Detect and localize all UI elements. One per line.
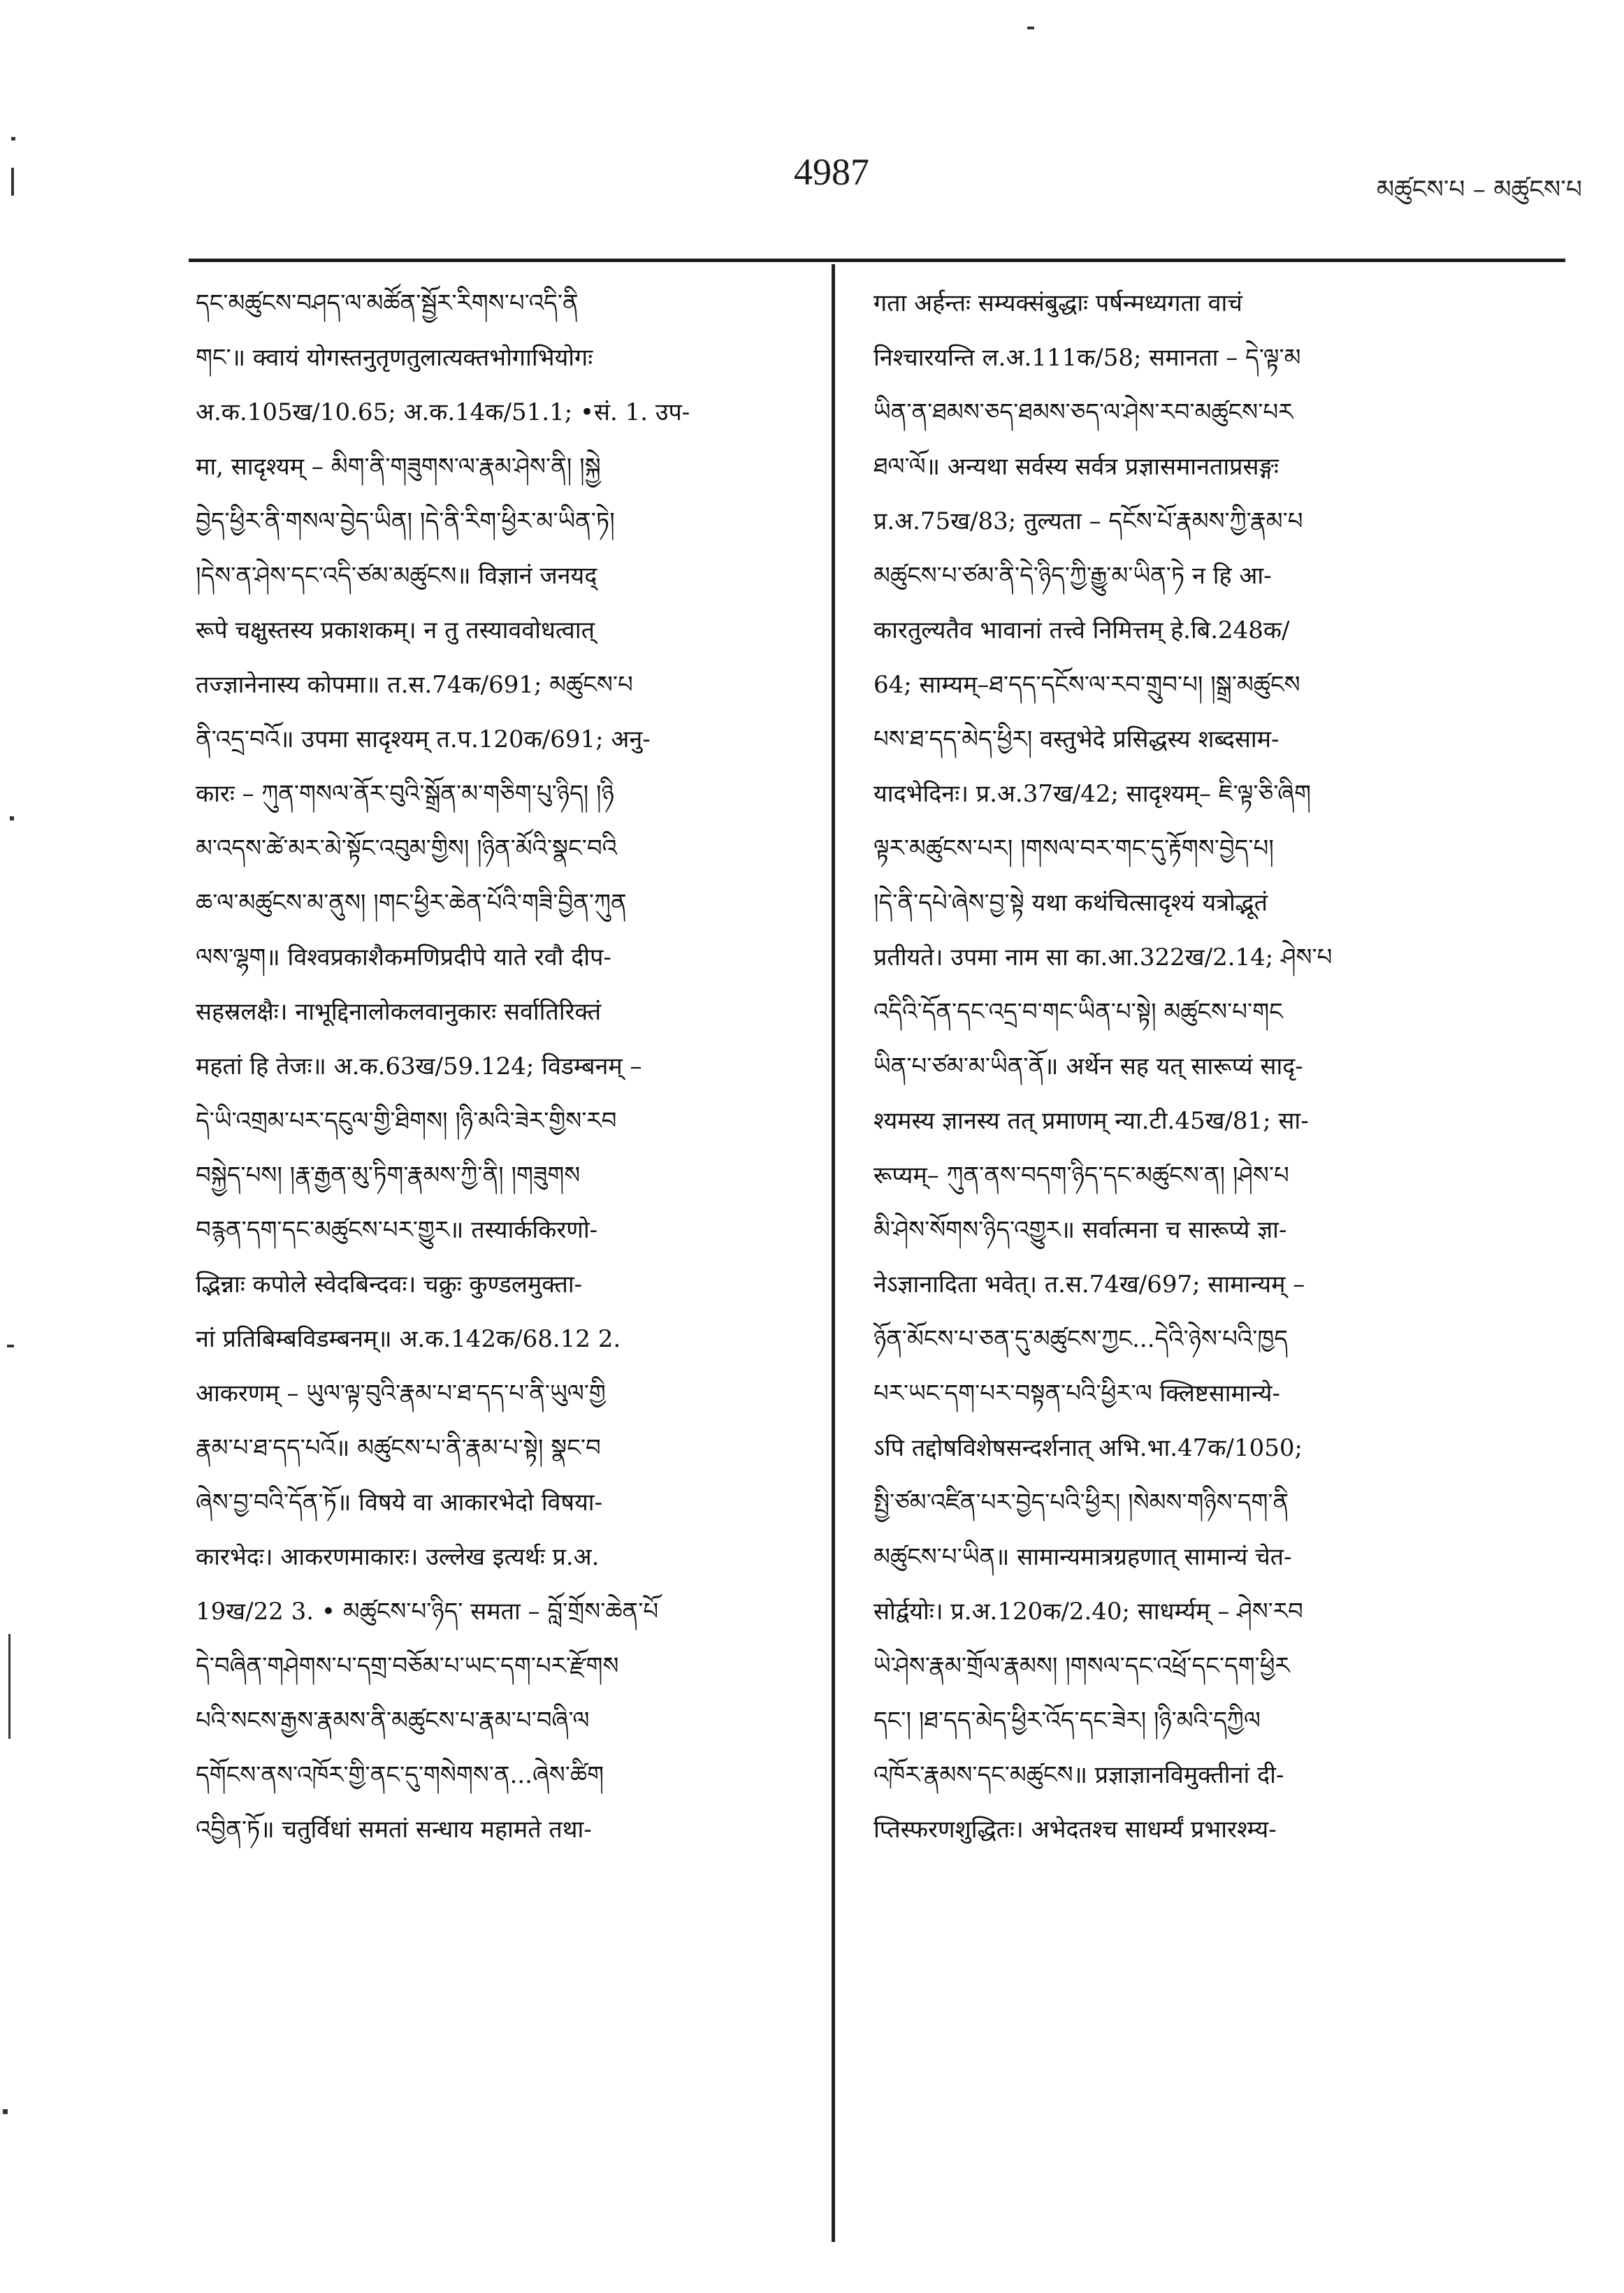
text-line: ཞེས་བྱ་བའི་དོན་ཏོ॥ विषये वा आकारभेदो विषया- xyxy=(196,1489,603,1517)
text-line: འབྱིན་ཏོ॥ चतुर्विधां समतां सन्धाय महामते तथा- xyxy=(196,1816,592,1844)
text-line: བརྙན་དག་དང་མཚུངས་པར་གྱུར॥ तस्यार्ककिरणो- xyxy=(196,1216,598,1244)
text-line: गता अर्हन्तः सम्यक्संबुद्धाः पर्षन्मध्यगता वाचं xyxy=(873,289,1242,317)
text-line: कारभेदः। आकरणमाकारः। उल्लेख इत्यर्थः प्र.अ. xyxy=(196,1543,600,1571)
text-line: །དེ་ནི་དཔེ་ཞེས་བྱ་སྟེ यथा कथंचित्सादृश्यं यत्रोद्भूतं xyxy=(873,889,1268,917)
text-line: 19ख/22 3. • མཚུངས་པ་ཉིད་ समता – བློ་གྲོས་ཆེན་པོ xyxy=(196,1598,659,1626)
text-line: །དེས་ན་ཤེས་དང་འདི་ཙམ་མཚུངས॥ विज्ञानं जनयद् xyxy=(196,562,597,590)
text-line: रूप्यम्– ཀུན་ནས་བདག་ཉིད་དང་མཚུངས་ན། །ཤེས་པ xyxy=(873,1162,1289,1189)
margin-mark xyxy=(7,1345,14,1347)
text-line: འདིའི་དོན་དང་འདྲ་བ་གང་ཡིན་པ་སྟེ། མཚུངས་པ་གང xyxy=(873,998,1283,1026)
text-line: པར་ཡང་དག་པར་བསྟན་པའི་ཕྱིར་ལ क्लिष्टसामान्ये- xyxy=(873,1380,1280,1408)
text-line: प्र.अ.75ख/83; तुल्यता – དངོས་པོ་རྣམས་ཀྱི་རྣམ་པ xyxy=(873,507,1303,535)
margin-mark xyxy=(8,1634,10,1739)
text-line: དེ་བཞིན་གཤེགས་པ་དགྲ་བཅོམ་པ་ཡང་དག་པར་རྫོགས xyxy=(196,1652,619,1680)
text-line: आकरणम् – ཡུལ་ལྟ་བུའི་རྣམ་པ་ཐ་དད་པ་ནི་ཡུལ་གྱི xyxy=(196,1380,606,1408)
text-line: དང་མཚུངས་བཤད་ལ་མཚོན་སྦྱོར་རིགས་པ་འདི་ནི xyxy=(196,289,579,317)
text-line: གང་॥ क्वायं योगस्तनुतृणतुलात्यक्तभोगाभियोगः xyxy=(196,344,593,372)
text-line: कारः – ཀུན་གསལ་ནོར་བུའི་སྒྲོན་མ་གཅིག་པུ་ཉིད། །ཉི xyxy=(196,780,614,808)
text-line: ནི་འདྲ་བའོ॥ उपमा सादृश्यम् त.प.120क/691; अनु- xyxy=(196,725,651,753)
text-line: नेऽज्ञानादिता भवेत्। त.स.74ख/697; सामान्यम् – xyxy=(873,1271,1305,1299)
text-line: ཡེ་ཤེས་རྣམ་གྲོལ་རྣམས། །གསལ་དང་འཕྲོ་དང་དག་ཕྱིར xyxy=(873,1652,1290,1680)
column-divider xyxy=(832,264,835,2242)
margin-mark xyxy=(11,168,14,196)
margin-mark xyxy=(11,137,15,140)
text-line: नां प्रतिबिम्बविडम्बनम्॥ अ.क.142क/68.12 2. xyxy=(196,1325,621,1353)
text-line: དགོངས་ནས་འཁོར་གྱི་ནང་དུ་གསེགས་ན...ཞེས་ཚིག xyxy=(196,1761,604,1789)
text-line: महतां हि तेजः॥ अ.क.63ख/59.124; विडम्बनम् – xyxy=(196,1053,642,1080)
text-line: श्यमस्य ज्ञानस्य तत् प्रमाणम् न्या.टी.45ख/81; सा- xyxy=(873,1107,1309,1135)
text-line: ऽपि तद्दोषविशेषसन्दर्शनात् अभि.भा.47क/1050; xyxy=(873,1434,1303,1462)
text-line: མ་འདས་ཚེ་མར་མེ་སྟོང་འབུམ་གྱིས། །ཉིན་མོའི་སྣང་བའི xyxy=(196,834,618,862)
margin-mark xyxy=(3,2109,8,2114)
text-line: ལྟར་མཚུངས་པར། །གསལ་བར་གང་དུ་རྟོགས་བྱེད་པ། xyxy=(873,834,1274,862)
text-line: ཐལ་ལོ॥ अन्यथा सर्वस्य सर्वत्र प्रज्ञासमानताप्रसङ्गः xyxy=(873,453,1279,481)
text-line: བྱེད་ཕྱིར་ནི་གསལ་བྱེད་ཡིན། །དེ་ནི་རིག་ཕྱིར་མ་ཡིན་ཏེ། xyxy=(196,507,615,535)
text-line: निश्चारयन्ति ल.अ.111क/58; समानता – དེ་ལྟ་མ xyxy=(873,344,1301,372)
text-line: དང་། །ཐ་དད་མེད་ཕྱིར་འོད་དང་ཟེར། །ཉི་མའི་དཀྱིལ xyxy=(873,1707,1261,1735)
text-line: मा, सादृश्यम् – མིག་ནི་གཟུགས་ལ་རྣམ་ཤེས་ནི། །སྐྱེ xyxy=(196,453,601,481)
text-line: མི་ཤེས་སོགས་ཉིད་འགྱུར॥ सर्वात्मना च सारूप्ये ज्ञा- xyxy=(873,1216,1287,1244)
right-column xyxy=(873,276,1502,2233)
margin-mark xyxy=(1027,27,1034,29)
header-rule xyxy=(189,259,1565,262)
text-line: सहस्रलक्षैः। नाभूद्दिनालोकलवानुकारः सर्वातिरिक्तं xyxy=(196,998,602,1026)
text-line: प्तिस्फरणशुद्धितः। अभेदतश्च साधर्म्यं प्रभारश्म्य- xyxy=(873,1816,1277,1844)
page-number: 4987 xyxy=(794,151,869,193)
text-line: सोर्द्वयोः। प्र.अ.120क/2.40; साधर्म्यम् – ཤེས་རབ xyxy=(873,1598,1303,1626)
text-line: कारतुल्यतैव भावानां तत्त्वे निमित्तम् हे.बि.248क/ xyxy=(873,616,1290,644)
text-line: ཡིན་ན་ཐམས་ཅད་ཐམས་ཅད་ལ་ཤེས་རབ་མཚུངས་པར xyxy=(873,398,1293,426)
left-column xyxy=(196,276,825,2233)
text-line: སྤྱི་ཙམ་འཛིན་པར་བྱེད་པའི་ཕྱིར། །སེམས་གཉིས་དག་ནི xyxy=(873,1489,1289,1517)
text-line: अ.क.105ख/10.65; अ.क.14क/51.1; •सं. 1. उप- xyxy=(196,398,690,426)
text-line: འཁོར་རྣམས་དང་མཚུངས॥ प्रज्ञाज्ञानविमुक्तीनां दी- xyxy=(873,1761,1284,1789)
text-line: तज्ज्ञानेनास्य कोपमा॥ त.स.74क/691; མཚུངས་པ xyxy=(196,671,633,699)
text-line: མཚུངས་པ་ཙམ་ནི་དེ་ཉིད་ཀྱི་རྒྱུ་མ་ཡིན་ཏེ न हि आ- xyxy=(873,562,1272,590)
text-line: रूपे चक्षुस्तस्य प्रकाशकम्। न तु तस्याववोधत्वात् xyxy=(196,616,595,644)
text-line: प्रतीयते। उपमा नाम सा का.आ.322ख/2.14; ཤེས་པ xyxy=(873,943,1333,971)
text-line: པས་ཐ་དད་མེད་ཕྱིར། वस्तुभेदे प्रसिद्धस्य शब्दसाम- xyxy=(873,725,1279,753)
text-line: མཚུངས་པ་ཡིན॥ सामान्यमात्रग्रहणात् सामान्यं चेत- xyxy=(873,1543,1292,1571)
text-line: བསྐྱེད་པས། །རྣ་རྒྱན་མུ་ཏིག་རྣམས་ཀྱི་ནི། །གཟུགས xyxy=(196,1162,581,1189)
text-line: यादभेदिनः। प्र.अ.37ख/42; सादृश्यम्– ཇི་ལྟ་ཅི་ཞིག xyxy=(873,780,1312,808)
text-line: 64; साम्यम्–ཐ་དད་དངོས་ལ་རབ་གྲུབ་པ། །སྒྲ་མཚུངས xyxy=(873,671,1300,699)
text-line: པའི་སངས་རྒྱས་རྣམས་ནི་མཚུངས་པ་རྣམ་པ་བཞི་ལ xyxy=(196,1707,590,1735)
text-line: ཉོན་མོངས་པ་ཅན་དུ་མཚུངས་ཀྱང...དེའི་ཉེས་པའི་ཁྱད xyxy=(873,1325,1288,1353)
text-line: ཡིན་པ་ཙམ་མ་ཡིན་ནོ॥ अर्थेन सह यत् सारूप्यं सादृ- xyxy=(873,1053,1303,1080)
text-line: རྣམ་པ་ཐ་དད་པའོ॥ མཚུངས་པ་ནི་རྣམ་པ་སྟེ། སྣང་བ xyxy=(196,1434,601,1462)
margin-mark xyxy=(10,816,14,820)
text-line: द्भिन्नाः कपोले स्वेदबिन्दवः। चक्रुः कुण्डलमुक्ता- xyxy=(196,1271,583,1299)
text-line: དེ་ཡི་འགྲམ་པར་དངུལ་གྱི་ཐིགས། །ཉི་མའི་ཟེར་གྱིས་རབ xyxy=(196,1107,617,1135)
running-head: མཚུངས་པ – མཚུངས་པ xyxy=(1376,175,1582,204)
text-line: ཆ་ལ་མཚུངས་མ་ནུས། །གང་ཕྱིར་ཆེན་པོའི་གཟི་བྱིན་ཀུན xyxy=(196,889,627,917)
text-line: ལས་ལྷག॥ विश्वप्रकाशैकमणिप्रदीपे याते रवौ दीप- xyxy=(196,943,611,971)
